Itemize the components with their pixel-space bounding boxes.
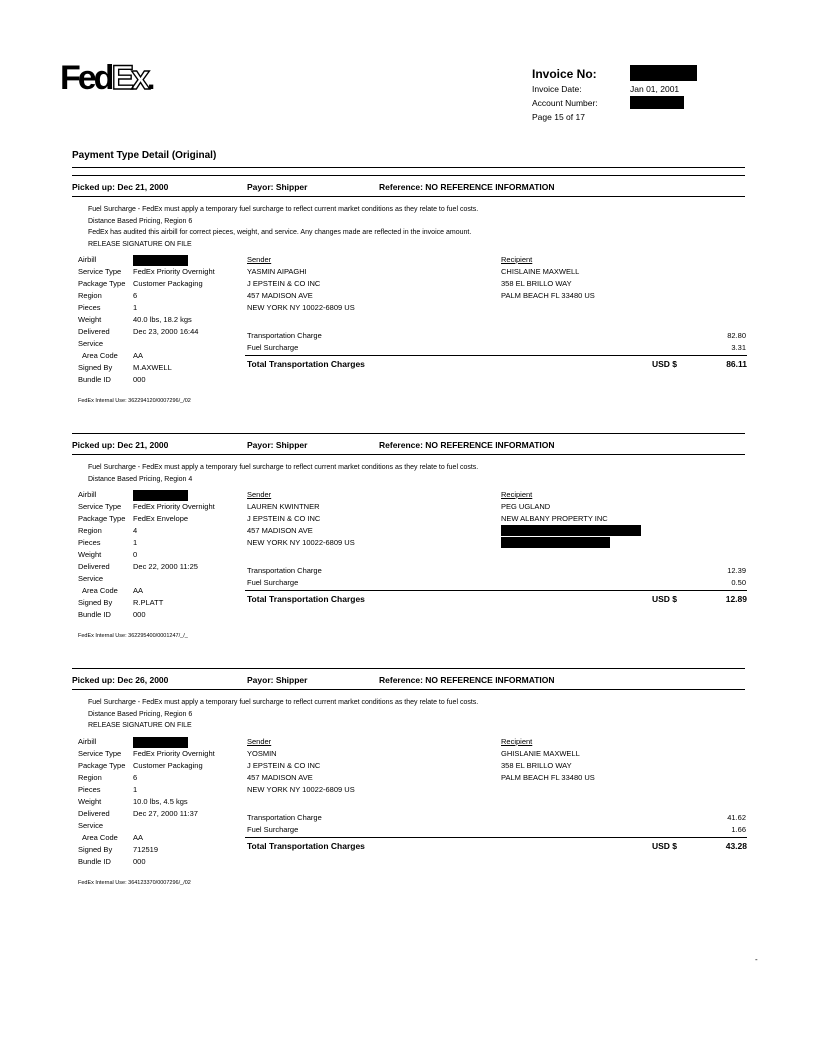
shipment-top-rule	[72, 433, 745, 434]
recipient-heading: Recipient	[501, 736, 533, 746]
internal-use: FedEx Internal Use: 362294120/0007296/_/02	[78, 398, 191, 404]
total-amount: 86.11	[726, 359, 747, 369]
shipment-note: Distance Based Pricing, Region 6	[88, 710, 193, 718]
label-package-type: Package Type	[78, 760, 126, 770]
label-package-type: Package Type	[78, 279, 126, 288]
shipment-top-rule	[72, 668, 745, 669]
sender-heading: Sender	[247, 490, 272, 499]
fuel-surcharge-amount: 3.31	[731, 343, 746, 352]
label-service-type: Service Type	[78, 502, 122, 511]
redaction-invoice-no	[630, 65, 697, 81]
label-pieces: Pieces	[78, 538, 101, 547]
label-bundle-id: Bundle ID	[78, 856, 111, 866]
recipient-heading: Recipient	[501, 255, 533, 264]
total-rule	[245, 837, 747, 838]
total-amount: 12.89	[725, 594, 747, 604]
recipient-heading: Recipient	[501, 490, 533, 499]
recipient-line: GHISLANIE MAXWELL	[501, 748, 580, 758]
transportation-charge-amount: 12.39	[727, 566, 746, 575]
logo-fed: Fed	[60, 59, 112, 97]
sender-line: YOSMIN	[247, 748, 277, 758]
total-label: Total Transportation Charges	[247, 840, 365, 851]
recipient-line: NEW ALBANY PROPERTY INC	[501, 514, 608, 523]
currency-label: USD $	[652, 840, 678, 851]
logo-dot: .	[147, 63, 153, 96]
value-package-type: Customer Packaging	[133, 279, 203, 288]
value-weight: 0	[133, 550, 138, 559]
sender-line: J EPSTEIN & CO INC	[247, 279, 321, 288]
redaction-recipient-address	[501, 525, 641, 536]
invoice-date-label: Invoice Date:	[532, 84, 582, 94]
shipment-note: Distance Based Pricing, Region 4	[88, 475, 193, 483]
payor: Payor: Shipper	[247, 440, 308, 450]
sender-line: J EPSTEIN & CO INC	[247, 760, 321, 770]
invoice-date-value: Jan 01, 2001	[630, 84, 680, 94]
redaction-airbill	[133, 490, 188, 501]
picked-up-date: Picked up: Dec 21, 2000	[72, 440, 169, 450]
recipient-line: 358 EL BRILLO WAY	[501, 279, 572, 288]
label-region: Region	[78, 291, 102, 300]
shipment-note: FedEx has audited this airbill for correct pieces, weight, and service. Any changes made are reflected in the invoice amount.	[88, 229, 472, 236]
value-bundle-id: 000	[133, 856, 146, 866]
label-bundle-id: Bundle ID	[78, 375, 111, 384]
value-service-type: FedEx Priority Overnight	[133, 267, 215, 276]
shipment-header-rule	[72, 196, 745, 197]
value-delivered: Dec 23, 2000 16:44	[133, 327, 199, 336]
value-package-type: FedEx Envelope	[133, 514, 189, 523]
label-signed-by: Signed By	[78, 844, 113, 854]
label-service: Service	[78, 339, 104, 348]
value-pieces: 1	[133, 303, 138, 312]
label-delivered: Delivered	[78, 808, 110, 818]
value-delivered: Dec 27, 2000 11:37	[133, 808, 198, 818]
shipment-top-rule	[72, 175, 745, 176]
label-area-code: Area Code	[82, 832, 118, 842]
total-amount: 43.28	[725, 840, 747, 851]
internal-use: FedEx Internal Use: 362295400/0001247/_/_	[78, 633, 188, 639]
label-bundle-id: Bundle ID	[78, 610, 111, 619]
picked-up-date: Picked up: Dec 26, 2000	[72, 675, 169, 685]
reference: Reference: NO REFERENCE INFORMATION	[379, 440, 555, 450]
recipient-line: PEG UGLAND	[501, 502, 551, 511]
value-pieces: 1	[133, 784, 138, 794]
value-signed-by: 712519	[133, 844, 159, 854]
value-area-code: AA	[133, 351, 144, 360]
value-package-type: Customer Packaging	[133, 760, 203, 770]
sender-line: NEW YORK NY 10022-6809 US	[247, 538, 355, 547]
currency-label: USD $	[652, 594, 678, 604]
value-bundle-id: 000	[133, 610, 146, 619]
label-weight: Weight	[78, 550, 102, 559]
total-label: Total Transportation Charges	[247, 594, 365, 604]
account-number-label: Account Number:	[532, 98, 598, 108]
reference: Reference: NO REFERENCE INFORMATION	[379, 675, 555, 685]
sender-line: 457 MADISON AVE	[247, 291, 313, 300]
label-pieces: Pieces	[78, 784, 101, 794]
redaction-airbill	[133, 255, 188, 266]
shipment-note: Fuel Surcharge - FedEx must apply a temporary fuel surcharge to reflect current market conditions as they relate to fuel costs.	[88, 206, 479, 213]
fedex-logo	[60, 58, 152, 100]
label-region: Region	[78, 526, 102, 535]
value-delivered: Dec 22, 2000 11:25	[133, 562, 198, 571]
sender-line: YASMIN AIPAGHI	[247, 267, 307, 276]
fuel-surcharge-amount: 0.50	[731, 578, 746, 587]
logo-ex: Ex	[111, 59, 148, 97]
label-service: Service	[78, 820, 104, 830]
section-title: Payment Type Detail (Original)	[72, 150, 217, 161]
recipient-line: 358 EL BRILLO WAY	[501, 760, 572, 770]
payor: Payor: Shipper	[247, 675, 308, 685]
picked-up-date: Picked up: Dec 21, 2000	[72, 182, 169, 192]
sender-heading: Sender	[247, 255, 272, 264]
sender-heading: Sender	[247, 736, 272, 746]
total-label: Total Transportation Charges	[247, 359, 365, 369]
transportation-charge-amount: 41.62	[727, 812, 746, 822]
shipment-note: Distance Based Pricing, Region 6	[88, 217, 193, 225]
label-delivered: Delivered	[78, 562, 110, 571]
sender-line: NEW YORK NY 10022-6809 US	[247, 784, 355, 794]
value-bundle-id: 000	[133, 375, 146, 384]
sender-line: 457 MADISON AVE	[247, 526, 313, 535]
value-signed-by: M.AXWELL	[133, 363, 172, 372]
shipment-header-rule	[72, 454, 745, 455]
value-weight: 10.0 lbs, 4.5 kgs	[133, 796, 188, 806]
sender-line: LAUREN KWINTNER	[247, 502, 320, 511]
value-area-code: AA	[133, 586, 144, 595]
label-package-type: Package Type	[78, 514, 126, 523]
label-delivered: Delivered	[78, 327, 110, 336]
shipment-header-rule	[72, 689, 745, 690]
value-weight: 40.0 lbs, 18.2 kgs	[133, 315, 192, 324]
page-number: Page 15 of 17	[532, 112, 585, 122]
shipment-note: RELEASE SIGNATURE ON FILE	[88, 240, 192, 248]
total-rule	[245, 590, 747, 591]
label-airbill: Airbill	[78, 490, 97, 499]
fuel-surcharge-label: Fuel Surcharge	[247, 824, 299, 834]
transportation-charge-label: Transportation Charge	[247, 812, 322, 822]
label-area-code: Area Code	[82, 586, 118, 595]
redaction-recipient-city	[501, 537, 610, 548]
label-pieces: Pieces	[78, 303, 101, 312]
recipient-line: PALM BEACH FL 33480 US	[501, 291, 595, 300]
value-signed-by: R.PLATT	[133, 598, 164, 607]
value-pieces: 1	[133, 538, 138, 547]
label-weight: Weight	[78, 796, 102, 806]
value-service-type: FedEx Priority Overnight	[133, 748, 215, 758]
internal-use: FedEx Internal Use: 364123370/0007296/_/02	[78, 879, 191, 886]
section-rule	[72, 167, 745, 168]
transportation-charge-label: Transportation Charge	[247, 566, 322, 575]
label-service-type: Service Type	[78, 748, 122, 758]
reference: Reference: NO REFERENCE INFORMATION	[379, 182, 555, 192]
value-region: 6	[133, 291, 138, 300]
value-area-code: AA	[133, 832, 144, 842]
value-service-type: FedEx Priority Overnight	[133, 502, 215, 511]
fuel-surcharge-label: Fuel Surcharge	[247, 578, 299, 587]
footer-mark: -	[755, 955, 758, 964]
label-region: Region	[78, 772, 102, 782]
sender-line: NEW YORK NY 10022-6809 US	[247, 303, 355, 312]
label-airbill: Airbill	[78, 255, 97, 264]
value-region: 6	[133, 772, 138, 782]
redaction-airbill	[133, 737, 188, 748]
currency-label: USD $	[652, 359, 678, 369]
fuel-surcharge-amount: 1.66	[731, 824, 746, 834]
label-service: Service	[78, 574, 104, 583]
shipment-note: Fuel Surcharge - FedEx must apply a temporary fuel surcharge to reflect current market conditions as they relate to fuel costs.	[88, 464, 479, 471]
label-airbill: Airbill	[78, 736, 97, 746]
total-rule	[245, 355, 747, 356]
transportation-charge-amount: 82.80	[727, 331, 746, 340]
payor: Payor: Shipper	[247, 182, 308, 192]
label-area-code: Area Code	[82, 351, 118, 360]
value-region: 4	[133, 526, 138, 535]
label-service-type: Service Type	[78, 267, 122, 276]
label-weight: Weight	[78, 315, 102, 324]
recipient-line: CHISLAINE MAXWELL	[501, 267, 580, 276]
sender-line: 457 MADISON AVE	[247, 772, 313, 782]
invoice-no-label: Invoice No:	[532, 67, 597, 81]
transportation-charge-label: Transportation Charge	[247, 331, 322, 340]
redaction-account-number	[630, 96, 684, 109]
recipient-line: PALM BEACH FL 33480 US	[501, 772, 595, 782]
fuel-surcharge-label: Fuel Surcharge	[247, 343, 299, 352]
sender-line: J EPSTEIN & CO INC	[247, 514, 321, 523]
shipment-note: Fuel Surcharge - FedEx must apply a temporary fuel surcharge to reflect current market conditions as they relate to fuel costs.	[88, 699, 479, 706]
label-signed-by: Signed By	[78, 598, 113, 607]
label-signed-by: Signed By	[78, 363, 113, 372]
shipment-note: RELEASE SIGNATURE ON FILE	[88, 722, 192, 729]
